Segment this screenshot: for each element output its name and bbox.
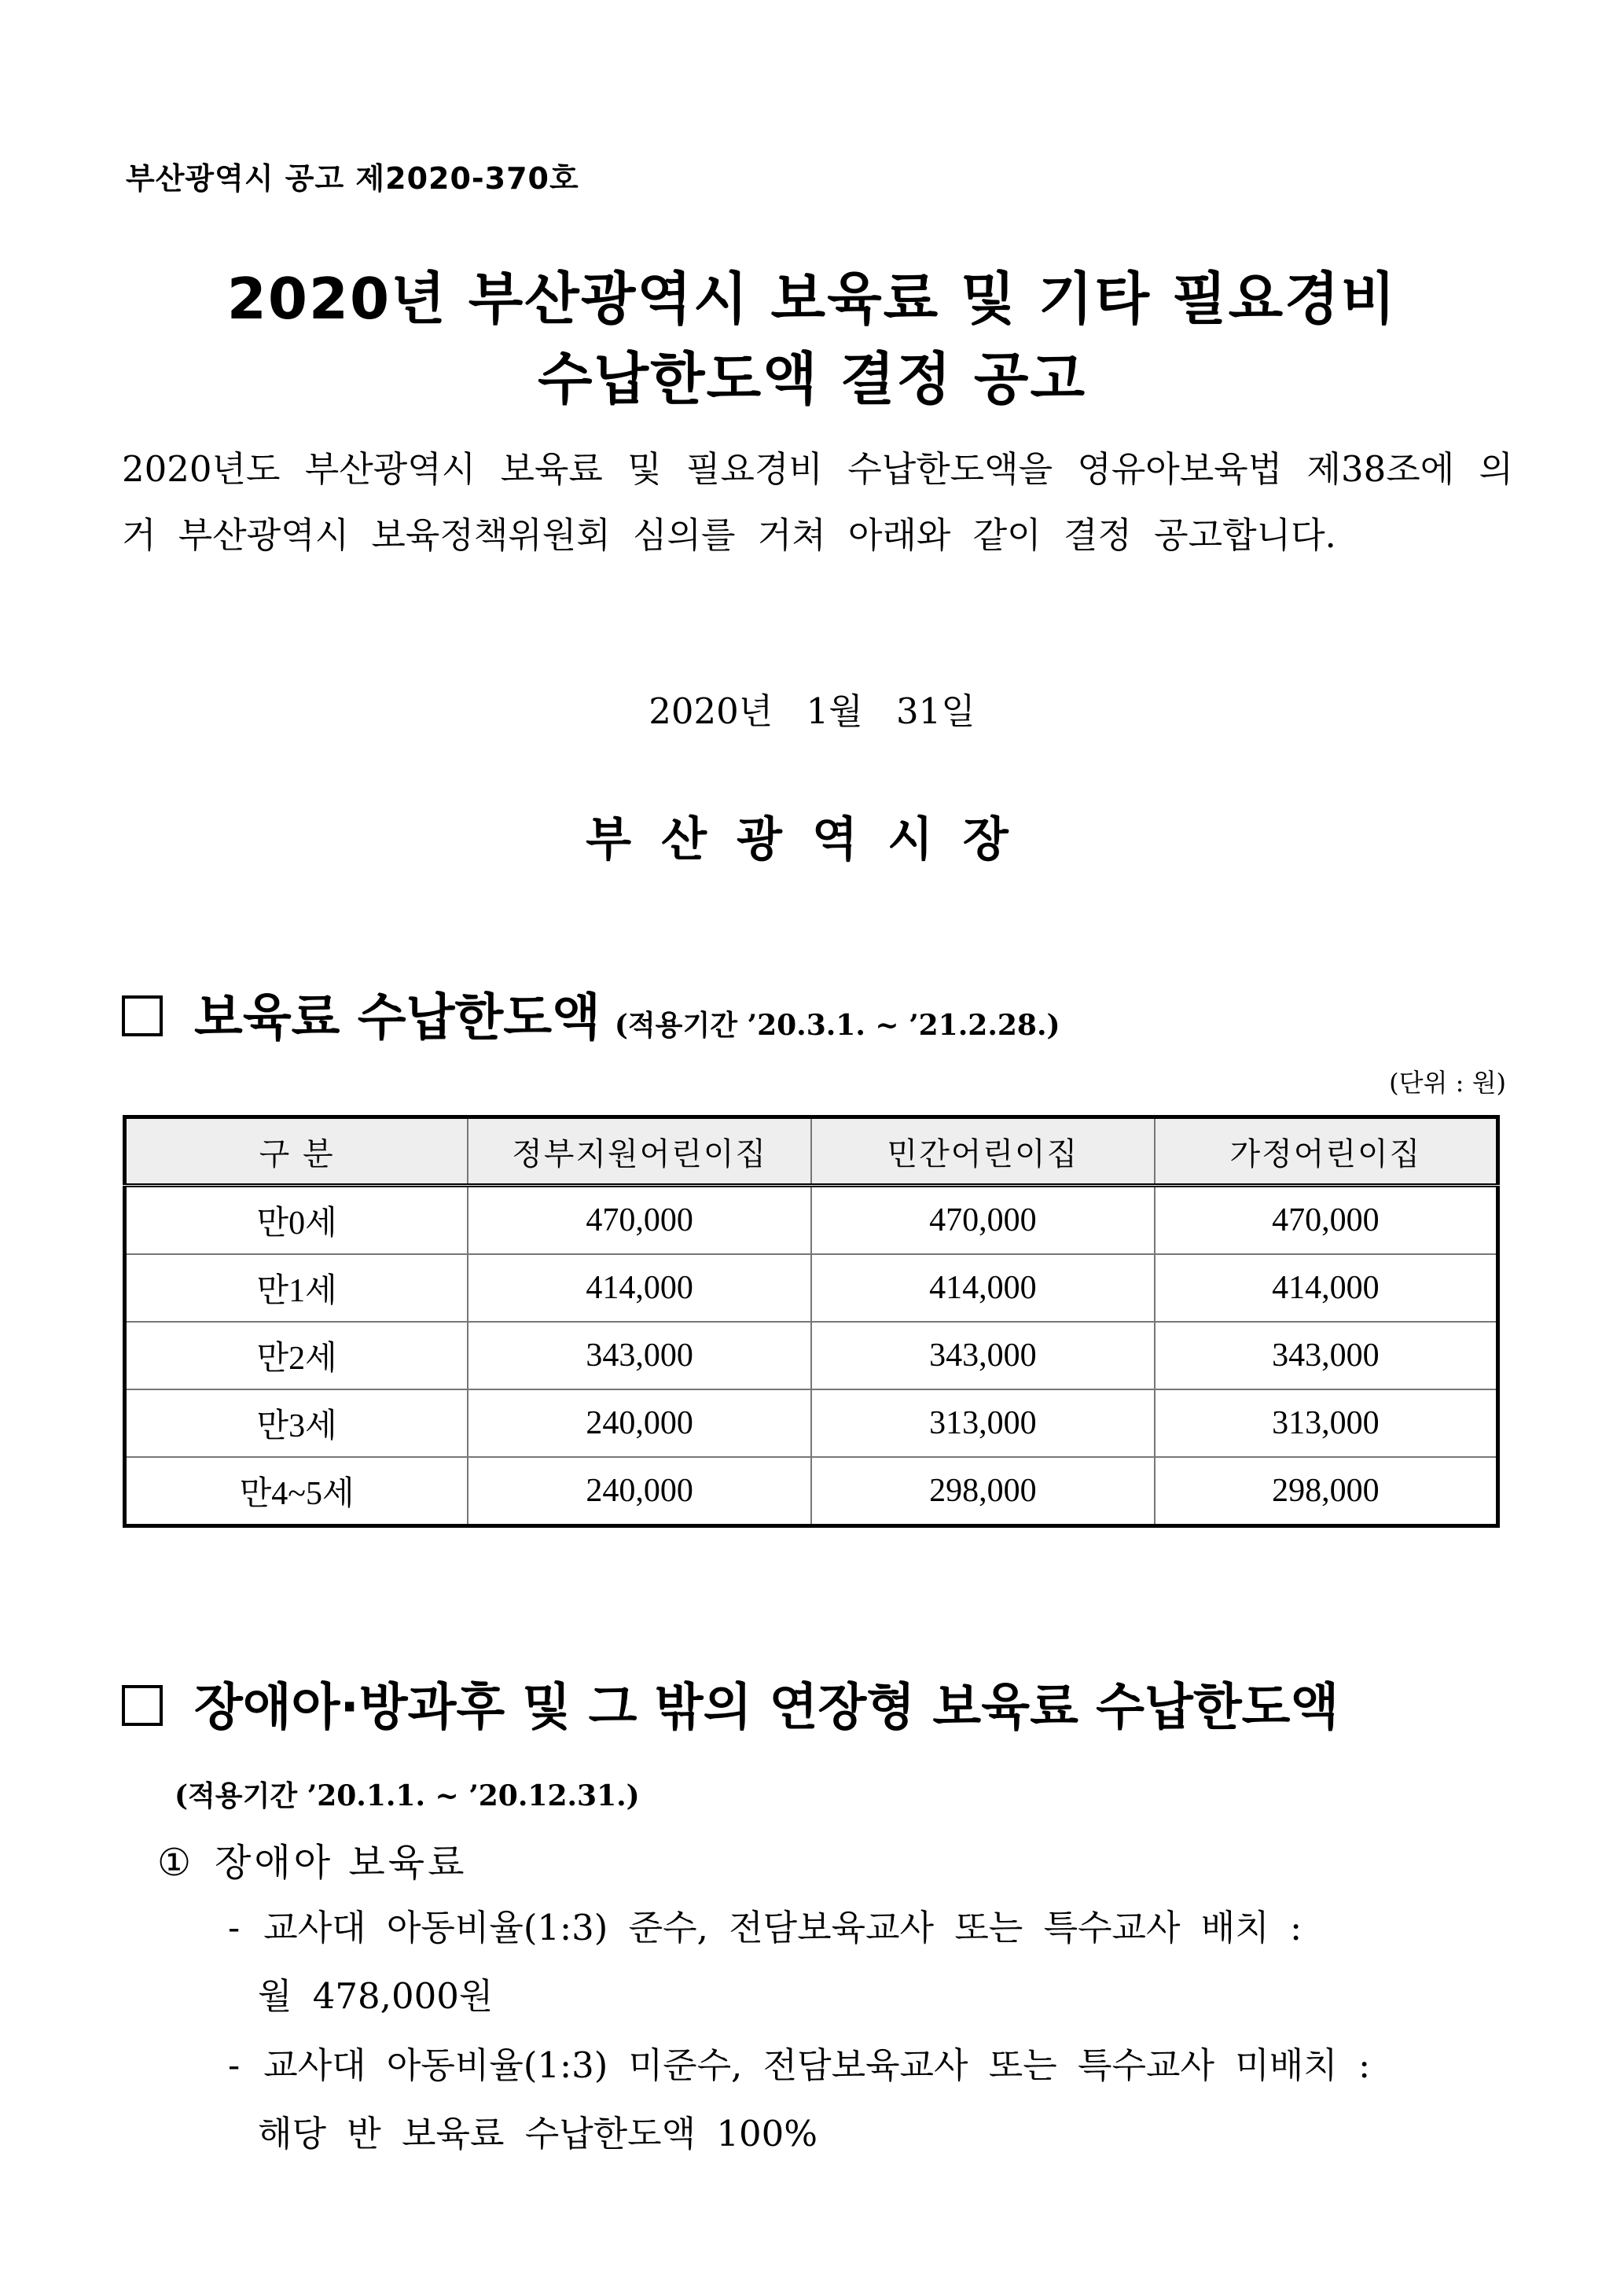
table-cell: 만2세	[125, 1322, 468, 1389]
announcement-body: 2020년도 부산광역시 보육료 및 필요경비 수납한도액을 영유아보육법 제38조에 의거 부산광역시 보육정책위원회 심의를 거쳐 아래와 같이 결정 공고합니다.	[122, 448, 1513, 556]
table-cell: 470,000	[1155, 1186, 1498, 1255]
checkbox-square-icon	[122, 1685, 163, 1726]
column-header: 정부지원어린이집	[468, 1117, 811, 1186]
table-cell: 313,000	[811, 1389, 1155, 1457]
dash-marker: -	[228, 2044, 241, 2086]
notice-number: 부산광역시 공고 제2020-370호	[126, 161, 579, 196]
table-cell: 240,000	[468, 1457, 811, 1526]
table-cell: 만3세	[125, 1389, 468, 1457]
bullet-item	[228, 2037, 1370, 2088]
table-cell: 470,000	[811, 1186, 1155, 1255]
column-header: 민간어린이집	[811, 1117, 1155, 1186]
bullet-text: 교사대 아동비율(1:3) 미준수, 전담보육교사 또는 특수교사 미배치 :	[263, 2044, 1371, 2086]
table-cell: 343,000	[1155, 1322, 1498, 1389]
table-cell: 만1세	[125, 1254, 468, 1322]
document-title-line2: 수납한도액 결정 공고	[537, 346, 1087, 412]
bullet-continuation: 월 478,000원	[258, 1975, 494, 2017]
section1-heading	[122, 977, 1060, 1050]
table-row	[125, 1322, 1498, 1389]
fee-limit-table	[123, 1115, 1500, 1528]
dash-marker: -	[228, 1907, 241, 1948]
table-cell: 343,000	[468, 1322, 811, 1389]
table-cell: 313,000	[1155, 1389, 1498, 1457]
date-year: 2020년	[648, 690, 773, 732]
table-cell: 298,000	[1155, 1457, 1498, 1526]
table-cell: 470,000	[468, 1186, 811, 1255]
table-row	[125, 1457, 1498, 1526]
table-row	[125, 1254, 1498, 1322]
document-title-line1: 2020년 부산광역시 보육료 및 기타 필요경비	[226, 266, 1398, 332]
section1-period: (적용기간 ’20.3.1. ~ ’21.2.28.)	[614, 1009, 1060, 1042]
table-cell: 만0세	[125, 1186, 468, 1255]
table-header-row	[125, 1117, 1498, 1186]
table-row	[125, 1186, 1498, 1255]
issuer-name: 부산광역시장	[586, 812, 1038, 867]
bullet-item	[228, 1899, 1302, 1950]
table-cell: 343,000	[811, 1322, 1155, 1389]
table-cell: 414,000	[1155, 1254, 1498, 1322]
date-day: 31일	[896, 690, 976, 732]
item1-heading	[157, 1832, 468, 1886]
item-title: 장애아 보육료	[215, 1841, 468, 1885]
section2-title: 장애아·방과후 및 그 밖의 연장형 보육료 수납한도액	[194, 1679, 1339, 1737]
section1-title: 보육료 수납한도액	[194, 989, 601, 1047]
section2-period: (적용기간 ’20.1.1. ~ ’20.12.31.)	[175, 1779, 640, 1812]
table-cell: 만4~5세	[125, 1457, 468, 1526]
table-cell: 414,000	[811, 1254, 1155, 1322]
column-header: 가정어린이집	[1155, 1117, 1498, 1186]
announcement-date	[0, 683, 1624, 734]
checkbox-square-icon	[122, 995, 163, 1036]
item-number: ①	[157, 1841, 195, 1885]
section2-heading	[122, 1667, 1339, 1739]
unit-label: (단위 : 원)	[1389, 1068, 1506, 1098]
bullet-text: 교사대 아동비율(1:3) 준수, 전담보육교사 또는 특수교사 배치 :	[263, 1907, 1303, 1948]
table-cell: 298,000	[811, 1457, 1155, 1526]
date-month: 1월	[806, 690, 863, 732]
table-cell: 414,000	[468, 1254, 811, 1322]
table-cell: 240,000	[468, 1389, 811, 1457]
bullet-continuation: 해당 반 보육료 수납한도액 100%	[258, 2113, 818, 2154]
table-row	[125, 1389, 1498, 1457]
column-header: 구 분	[125, 1117, 468, 1186]
